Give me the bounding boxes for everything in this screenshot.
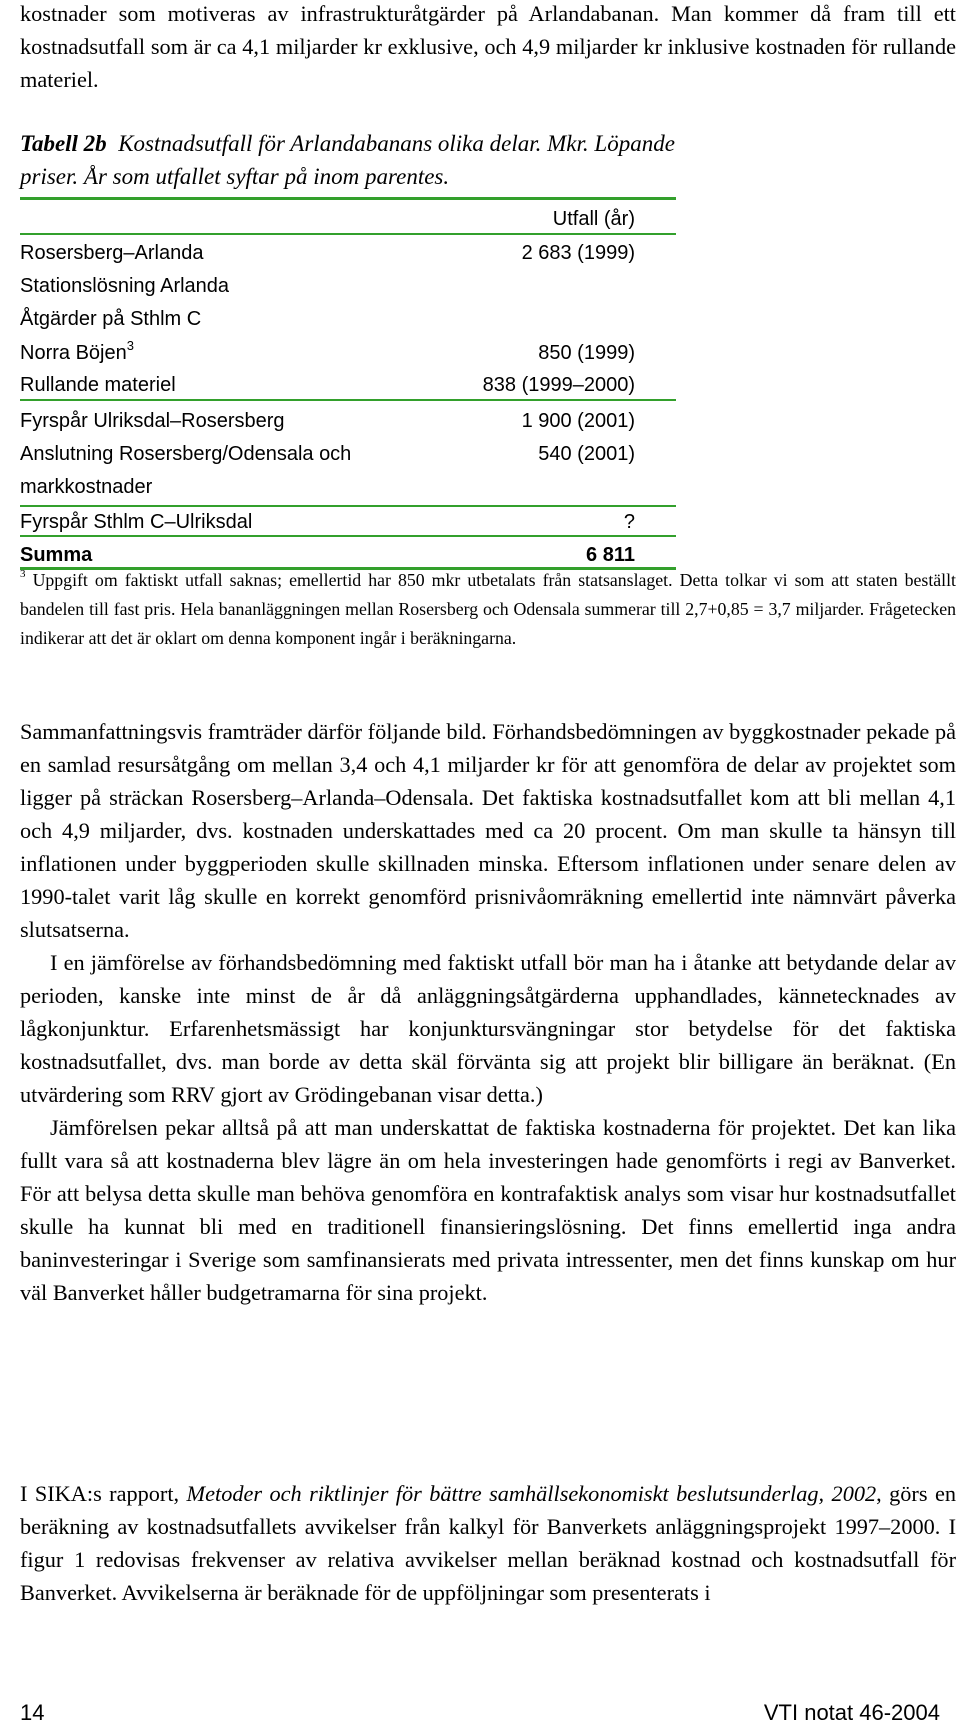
row-value: 850 (1999)	[538, 342, 635, 364]
total-label: Summa	[20, 544, 93, 566]
row-label: Stationslösning Arlanda	[20, 275, 230, 297]
row-value: 2 683 (1999)	[521, 242, 635, 264]
paragraph-sika	[20, 1477, 956, 1609]
row-label: Anslutning Rosersberg/Odensala och	[20, 443, 352, 465]
body-text-sika	[20, 1477, 956, 1609]
table-caption-text: Kostnadsutfall för Arlandabanans olika delar. Mkr. Löpande priser. År som utfallet syftar på inom parentes.	[20, 131, 675, 189]
row-value: 1 900 (2001)	[521, 410, 635, 432]
total-value: 6 811	[586, 544, 635, 566]
row-label-with-footnote	[20, 337, 134, 370]
paragraph-comparison: I en jämförelse av förhandsbedömning med faktiskt utfall bör man ha i åtanke att betydande delar av perioden, kanske inte minst de år då anläggningsåtgärderna upphandlades, kännetecknades av lågkonjunktur. Erfarenhetsmässigt har konjunktursvängningar stor betydelse för det faktiska kostnadsutfallet, dvs. man borde av detta skäl förvänta sig att projekt blir billigare än beräknat. (En utvärdering som RRV gjort av Grödingebanan visar detta.)	[20, 950, 956, 1107]
sika-text-start: I SIKA:s rapport,	[20, 1481, 187, 1506]
intro-paragraph	[20, 0, 956, 96]
row-label: Norra Böjen	[20, 342, 127, 364]
table-footnote	[20, 566, 956, 653]
row-value: ?	[623, 511, 635, 533]
table-header-row	[20, 203, 635, 236]
row-label: Fyrspår Sthlm C–Ulriksdal	[20, 511, 253, 533]
table-row	[20, 303, 635, 336]
sika-text-end: , görs en beräkning av kostnadsutfallets avvikelser från kalkyl för Banverkets anläggningsprojekt 1997–2000. I figur 1 redovisas frekvenser av relativa avvikelser mellan beräknad kostnad och kostnadsutfall för Banverket. Avvikelserna är beräknade för de uppföljningar som presenterats i	[20, 1481, 956, 1605]
table-caption-label: Tabell 2b	[20, 131, 107, 156]
table-row	[20, 337, 635, 370]
row-value: 838 (1999–2000)	[482, 374, 635, 396]
body-text	[20, 715, 956, 1309]
intro-text: kostnader som motiveras av infrastrukturåtgärder på Arlandabanan. Man kommer då fram till ett kostnadsutfall som är ca 4,1 miljarder kr exklusive, och 4,9 miljarder kr inklusive kostnaden för rullande materiel.	[20, 1, 956, 92]
row-value: 540 (2001)	[538, 443, 635, 465]
paragraph-conclusion: Jämförelsen pekar alltså på att man underskattat de faktiska kostnaderna för projektet. Det kan lika fullt vara så att kostnaderna blev lägre än om hela investeringen hade genomförts i regi av Banverket. För att belysa detta skulle man behöva genomföra en kontrafaktisk analys som visar hur kostnadsutfallet skulle ha kunnat bli med en traditionell finansieringslösning. Det finns emellertid inga andra baninvesteringar i Sverige som samfinansierats med privata intressenter, men det finns kunskap om hur väl Banverket håller budgetramarna för sina projekt.	[20, 1115, 956, 1305]
column-header-utfall: Utfall (år)	[552, 208, 635, 230]
row-label: Fyrspår Ulriksdal–Rosersberg	[20, 410, 285, 432]
report-title: Metoder och riktlinjer för bättre samhällsekonomiskt beslutsunderlag, 2002	[186, 1481, 877, 1506]
footnote-marker: 3	[20, 568, 26, 580]
table-caption	[20, 127, 720, 193]
table-row	[20, 438, 635, 471]
row-label: Rosersberg–Arlanda	[20, 242, 204, 264]
table-row-continuation	[20, 471, 635, 504]
row-label: Åtgärder på Sthlm C	[20, 308, 202, 330]
footnote-reference: 3	[126, 338, 134, 353]
footnote-text: Uppgift om faktiskt utfall saknas; emellertid har 850 mkr utbetalats från statsanslaget. Detta tolkar vi som att staten beställt bandelen till fast pris. Hela bananläggningen mellan Rosersberg och Odensala summerar till 2,7+0,85 = 3,7 miljarder. Frågetecken indikerar att det är oklart om denna komponent ingår i beräkningarna.	[20, 570, 956, 648]
table-row	[20, 506, 635, 539]
table-row	[20, 369, 635, 402]
paragraph-summary: Sammanfattningsvis framträder därför följande bild. Förhandsbedömningen av byggkostnader pekade på en samlad resursåtgång om mellan 3,4 och 4,1 miljarder kr för att genomföra de delar av projektet som ligger på sträckan Rosersberg–Arlanda–Odensala. Det faktiska kostnadsutfallet kom att bli mellan 4,1 och 4,9 miljarder, dvs. kostnaden underskattades med ca 20 procent. Om man skulle ta hänsyn till inflationen under byggperioden skulle skillnaden minska. Eftersom inflationen under senare delen av 1990-talet varit låg skulle en korrekt genomförd prisnivåomräkning emellertid inte nämnvärt påverka slutsatserna.	[20, 719, 956, 942]
page-number: 14	[20, 1700, 45, 1725]
row-label-continued: markkostnader	[20, 476, 153, 498]
table-row	[20, 405, 635, 438]
publication-series: VTI notat 46-2004	[763, 1700, 940, 1725]
table-top-rule	[20, 197, 676, 200]
table-row	[20, 237, 635, 270]
row-label: Rullande materiel	[20, 374, 176, 396]
table-row	[20, 270, 635, 303]
